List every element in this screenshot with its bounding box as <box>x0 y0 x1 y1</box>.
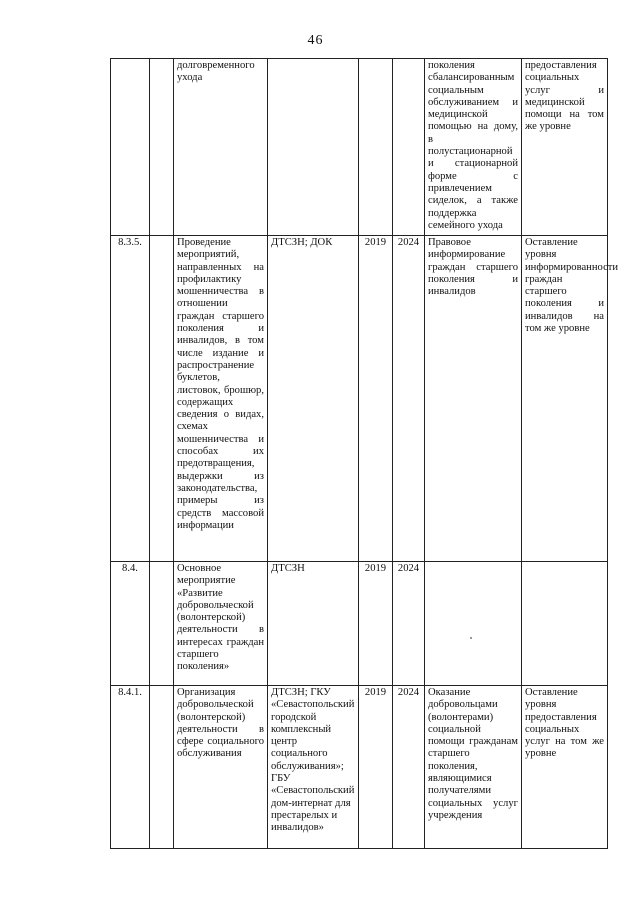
expected-result: Правовое информирование граждан старшего поколения и инвалидов <box>425 236 522 562</box>
effect: предоставления социальных услуг и медицинской помощи на том же уровне <box>522 59 608 236</box>
executor: ДТСЗН <box>268 562 359 686</box>
year-end: 2024 <box>393 236 425 562</box>
effect: Оставление уровня предоставления социальных услуг на том же уровне <box>522 686 608 849</box>
row-number: 8.4. <box>111 562 150 686</box>
blank-cell <box>150 686 174 849</box>
scan-speck <box>470 637 472 639</box>
year-start: 2019 <box>359 686 393 849</box>
table-row <box>111 686 608 849</box>
executor: ДТСЗН; ДОК <box>268 236 359 562</box>
program-table <box>110 58 619 849</box>
row-number <box>111 59 150 236</box>
page-number: 46 <box>307 33 324 48</box>
activity-name: долговременного ухода <box>174 59 268 236</box>
year-end <box>393 59 425 236</box>
activity-name: Основное мероприятие «Развитие добровольческой (волонтерской) деятельности в интересах граждан старшего поколения» <box>174 562 268 686</box>
table-row <box>111 236 608 562</box>
year-end: 2024 <box>393 562 425 686</box>
blank-cell <box>150 562 174 686</box>
effect: Оставление уровня информированности граждан старшего поколения и инвалидов на том же уровне <box>522 236 608 562</box>
activity-name: Организация добровольческой (волонтерской) деятельности в сфере социального обслуживания <box>174 686 268 849</box>
executor: ДТСЗН; ГКУ «Севастопольский городской комплексный центр социального обслуживания»; ГБУ «Севастопольский дом-интернат для престарелых и инвалидов» <box>268 686 359 849</box>
table-row <box>111 59 608 236</box>
effect <box>522 562 608 686</box>
row-number: 8.3.5. <box>111 236 150 562</box>
year-start <box>359 59 393 236</box>
blank-cell <box>150 236 174 562</box>
year-start: 2019 <box>359 562 393 686</box>
table-row <box>111 562 608 686</box>
year-start: 2019 <box>359 236 393 562</box>
row-number: 8.4.1. <box>111 686 150 849</box>
year-end: 2024 <box>393 686 425 849</box>
activity-name: Проведение мероприятий, направленных на профилактику мошенничества в отношении граждан старшего поколения и инвалидов, в том числе издание и распространение буклетов, листовок, брошюр, содержащих сведения о видах, схемах мошенничества и способах их предотвращения, выдержки из законодательства, примеры из средств массовой информации <box>174 236 268 562</box>
expected-result <box>425 562 522 686</box>
expected-result: Оказание добровольцами (волонтерами) социальной помощи гражданам старшего поколения, являющимися получателями социальных услуг учреждения <box>425 686 522 849</box>
blank-cell <box>150 59 174 236</box>
expected-result: поколения сбалансированным социальным обслуживанием и медицинской помощью на дому, в полустационарной и стационарной форме с привлечением сиделок, а также поддержка семейного ухода <box>425 59 522 236</box>
executor <box>268 59 359 236</box>
